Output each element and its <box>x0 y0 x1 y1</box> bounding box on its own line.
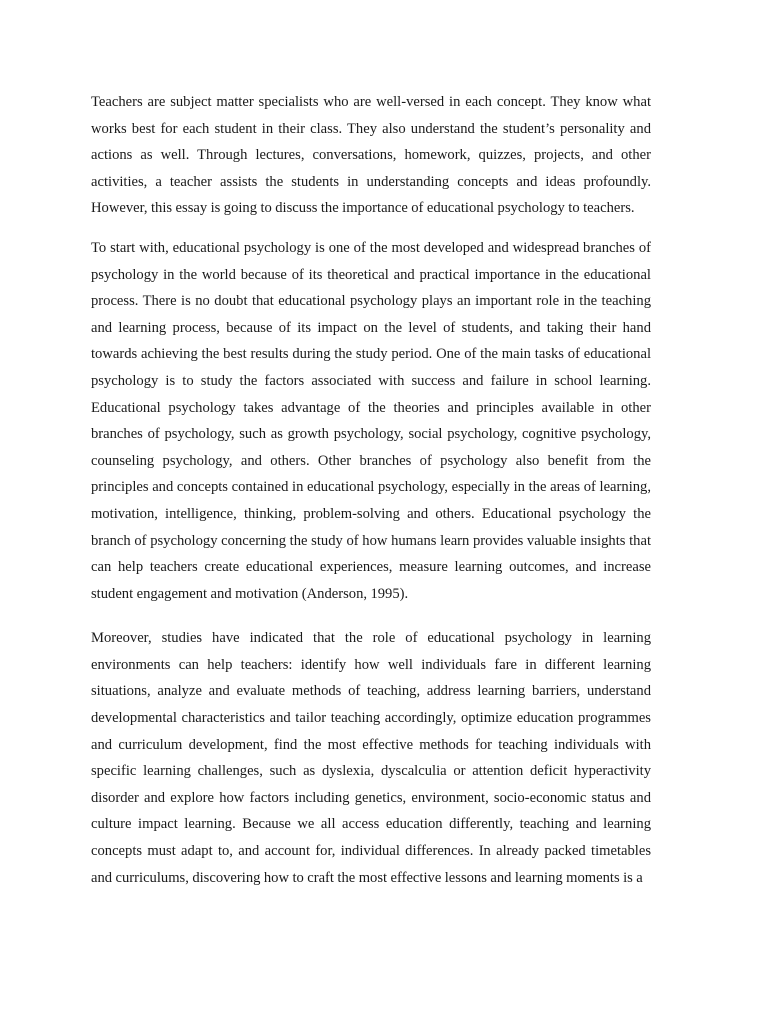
paragraph-educational-psychology: To start with, educational psychology is one of the most developed and widespread branches of psychology in the world because of its theoretical and practical importance in the educational process. There is no doubt that educational psychology plays an important role in the teaching and learning process, because of its impact on the level of students, and taking their hand towards achieving the best results during the study period. One of the main tasks of educational psychology is to study the factors associated with success and failure in school learning. Educational psychology takes advantage of the theories and principles available in other branches of psychology, such as growth psychology, social psychology, cognitive psychology, counseling psychology, and others. Other branches of psychology also benefit from the principles and concepts contained in educational psychology, especially in the areas of learning, motivation, intelligence, thinking, problem-solving and others. Educational psychology the branch of psychology concerning the study of how humans learn provides valuable insights that can help teachers create educational experiences, measure learning outcomes, and increase student engagement and motivation (Anderson, 1995). <box>91 239 651 602</box>
paragraph-role-of-psychology: Moreover, studies have indicated that the role of educational psychology in learning environments can help teachers: identify how well individuals fare in different learning situations, analyze and evaluate methods of teaching, address learning barriers, understand developmental characteristics and tailor teaching accordingly, optimize education programmes and curriculum development, find the most effective methods for teaching individuals with specific learning challenges, such as dyslexia, dyscalculia or attention deficit hyperactivity disorder and explore how factors including genetics, environment, socio-economic status and culture impact learning. Because we all access education differently, teaching and learning concepts must adapt to, and account for, individual differences. In already packed timetables and curriculums, discovering how to craft the most effective lessons and learning moments is a <box>91 630 651 886</box>
document-body <box>91 89 651 891</box>
paragraph-intro: Teachers are subject matter specialists who are well-versed in each concept. They know what works best for each student in their class. They also understand the student’s personality and actions as well. Through lectures, conversations, homework, quizzes, projects, and other activities, a teacher assists the students in understanding concepts and ideas profoundly. However, this essay is going to discuss the importance of educational psychology to teachers. <box>91 94 651 217</box>
